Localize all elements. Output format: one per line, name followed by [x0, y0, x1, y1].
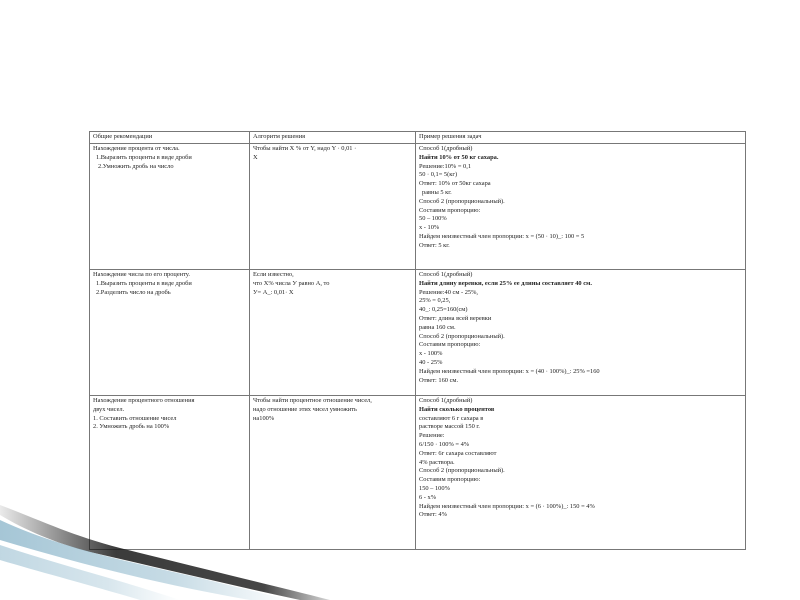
percent-methods-table — [89, 131, 746, 550]
cell-line: Найти длину веревки, если 25% ее длины составляет 40 см. — [419, 279, 593, 287]
cell-line: х - 10% — [419, 224, 440, 232]
cell-line: Если известно, — [253, 271, 294, 278]
cell-line: Найти сколько процентов — [419, 405, 495, 413]
cell-line: Найдем неизвестный член пропорции: х = (50 · 10)_: 100 = 5 — [419, 232, 585, 240]
cell-line: Нахождение процентного отношения — [93, 397, 195, 404]
cell-line: Составим пропорцию: — [419, 206, 481, 214]
cell-line: 2.Разделить число на дробь — [96, 288, 171, 296]
cell-line: Способ 1(дробный) — [419, 145, 473, 152]
algorithm-cell — [250, 144, 416, 270]
cell-line: Найдем неизвестный член пропорции: х = (6 · 100%)_: 150 = 4% — [419, 502, 595, 510]
example-cell — [416, 396, 746, 550]
cell-line: Способ 1(дробный) — [419, 397, 473, 404]
cell-line: 4% раствора. — [419, 458, 455, 466]
cell-line: 2. Умножить дробь на 100% — [93, 423, 170, 431]
cell-line: Решение:40 см - 25%, — [419, 288, 479, 296]
cell-line: Составим пропорцию: — [419, 341, 481, 349]
cell-line: Нахождение числа по его проценту. — [93, 271, 190, 278]
cell-line: Чтобы найти X % от Y, надо Y · 0,01 · — [253, 145, 357, 152]
example-cell — [416, 270, 746, 396]
table-row — [90, 270, 746, 396]
example-cell — [416, 144, 746, 270]
cell-line: х - 100% — [419, 350, 443, 358]
table-row — [90, 144, 746, 270]
cell-line: Решение: — [419, 432, 445, 440]
algorithm-cell — [250, 396, 416, 550]
recommendation-cell — [90, 144, 250, 270]
cell-line: составляют 6 г сахара в — [419, 414, 484, 422]
cell-line: Способ 1(дробный) — [419, 271, 473, 278]
cell-line: 25% = 0,25, — [419, 297, 451, 305]
table-header-row — [90, 132, 746, 144]
cell-line: 6/150 · 100% = 4% — [419, 440, 470, 448]
cell-line: 6 - х% — [419, 493, 437, 501]
cell-line: Составим пропорцию: — [419, 476, 481, 484]
cell-line: Ответ: 6г сахара составляют — [419, 449, 497, 457]
cell-line: 2.Умножить дробь на число — [98, 162, 174, 170]
cell-line: Ответ: длина всей веревки — [419, 314, 492, 322]
recommendation-cell — [90, 270, 250, 396]
cell-line: Ответ: 5 кг. — [419, 241, 450, 249]
cell-line: 50 · 0,1= 5(кг) — [419, 171, 458, 179]
cell-line: Ответ: 160 см. — [419, 376, 459, 384]
cell-line: равна 160 см. — [419, 323, 456, 331]
cell-line: Найти 10% от 50 кг сахара. — [419, 153, 499, 161]
cell-line: растворе массой 150 г. — [419, 423, 480, 431]
cell-line: 1.Выразить проценты в виде дроби — [96, 279, 192, 287]
header-example: Пример решения задач — [416, 132, 746, 144]
cell-line: двух чисел. — [93, 405, 125, 413]
cell-line: Нахождение процента от числа. — [93, 145, 180, 152]
cell-line: Решение:10% = 0,1 — [419, 162, 472, 170]
cell-line: Способ 2 (пропорциональный). — [419, 332, 505, 340]
cell-line: Ответ: 10% от 50кг сахара — [419, 180, 491, 188]
table-row — [90, 396, 746, 550]
header-recommendations: Общие рекомендации — [90, 132, 250, 144]
cell-line: равны 5 кг. — [422, 188, 452, 196]
cell-line: Ответ: 4% — [419, 511, 447, 519]
cell-line: 150 – 100% — [419, 484, 450, 492]
cell-line: на100% — [253, 414, 275, 422]
cell-line: Способ 2 (пропорциональный). — [419, 467, 505, 475]
cell-line: 50 – 100% — [419, 215, 447, 223]
cell-line: что Х% числа У равно А, то — [253, 279, 330, 287]
cell-line: надо отношение этих чисел умножить — [253, 405, 357, 413]
cell-line: Чтобы найти процентное отношение чисел, — [253, 397, 372, 404]
header-algorithm: Алгоритм решения — [250, 132, 416, 144]
cell-line: 40 - 25% — [419, 358, 443, 366]
cell-line: 40_: 0,25=160(см) — [419, 306, 468, 314]
cell-line: Способ 2 (пропорциональный). — [419, 197, 505, 205]
cell-line: У= А_: 0,01· Х — [253, 288, 294, 296]
cell-line: X — [253, 153, 258, 161]
algorithm-cell — [250, 270, 416, 396]
recommendation-cell — [90, 396, 250, 550]
cell-line: 1. Составить отношение чисел — [93, 414, 177, 422]
cell-line: 1.Выразить проценты в виде дроби — [96, 153, 192, 161]
cell-line: Найдем неизвестный член пропорции: х = (40 · 100%)_: 25% =160 — [419, 367, 600, 375]
